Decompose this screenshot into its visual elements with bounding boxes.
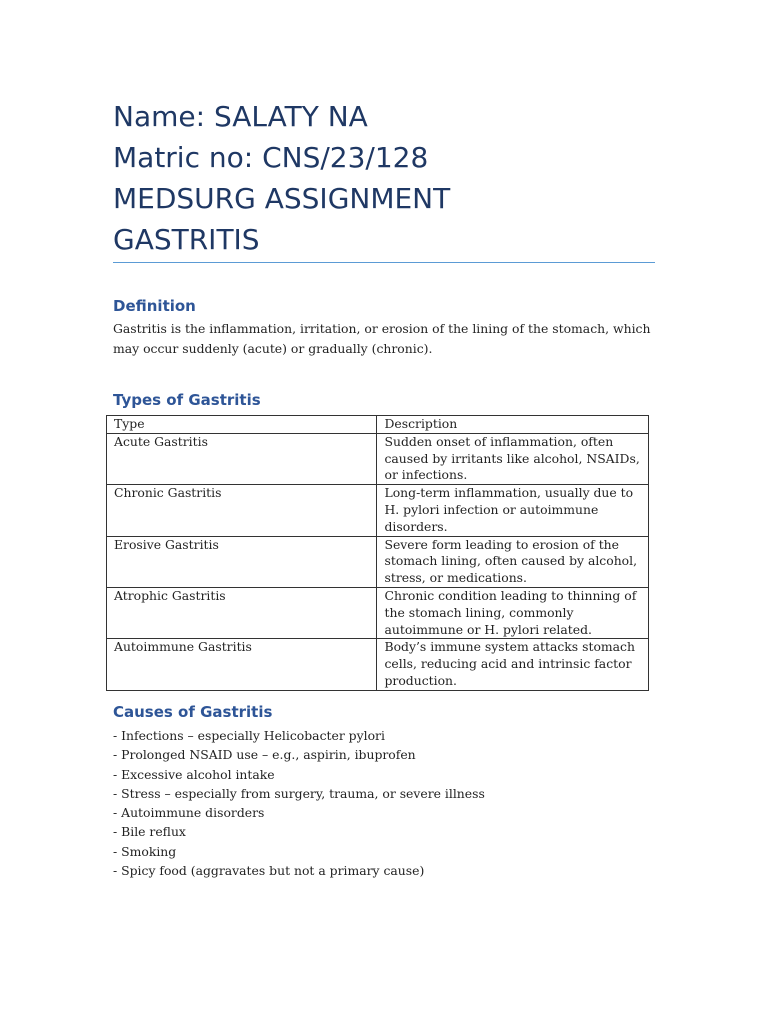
list-item: - Infections – especially Helicobacter pylori xyxy=(113,728,385,743)
list-item: - Prolonged NSAID use – e.g., aspirin, ibuprofen xyxy=(113,747,416,763)
assignment-title-line: MEDSURG ASSIGNMENT xyxy=(113,182,451,215)
table-cell-type: Chronic Gastritis xyxy=(107,485,377,536)
list-item: - Stress – especially from surgery, trauma, or severe illness xyxy=(113,785,485,801)
document-title-block xyxy=(113,96,658,260)
table-row xyxy=(107,485,649,536)
table-header-cell: Type xyxy=(107,416,377,434)
table-cell-description: Sudden onset of inflammation, often caused by irritants like alcohol, NSAIDs, or infections. xyxy=(377,433,649,484)
table-cell-type: Erosive Gastritis xyxy=(107,536,377,587)
table-cell-description: Severe form leading to erosion of the stomach lining, often caused by alcohol, stress, or medications. xyxy=(377,536,649,587)
table-row xyxy=(107,433,649,484)
table-row xyxy=(107,536,649,587)
types-table xyxy=(106,415,649,691)
list-item: - Smoking xyxy=(113,843,177,859)
causes-heading: Causes of Gastritis xyxy=(113,703,273,721)
definition-paragraph: Gastritis is the inflammation, irritation, or erosion of the lining of the stomach, which may occur suddenly (acute) or gradually (chronic). xyxy=(113,321,651,356)
topic-title-line: GASTRITIS xyxy=(113,223,260,256)
student-name-line: Name: SALATY NA xyxy=(113,100,368,133)
list-item: - Excessive alcohol intake xyxy=(113,766,275,782)
matric-number-line: Matric no: CNS/23/128 xyxy=(113,141,429,174)
list-item: - Spicy food (aggravates but not a primary cause) xyxy=(113,863,425,879)
table-row xyxy=(107,587,649,638)
causes-list xyxy=(113,726,485,880)
definition-heading: Definition xyxy=(113,297,196,315)
table-cell-description: Chronic condition leading to thinning of the stomach lining, commonly autoimmune or H. pylori related. xyxy=(377,587,649,638)
table-header-cell: Description xyxy=(377,416,649,434)
table-cell-type: Atrophic Gastritis xyxy=(107,587,377,638)
list-item: - Bile reflux xyxy=(113,824,186,840)
title-divider xyxy=(113,262,655,263)
list-item: - Autoimmune disorders xyxy=(113,805,265,821)
types-heading: Types of Gastritis xyxy=(113,391,261,409)
table-row xyxy=(107,639,649,690)
table-cell-description: Long-term inflammation, usually due to H. pylori infection or autoimmune disorders. xyxy=(377,485,649,536)
table-cell-description: Body’s immune system attacks stomach cells, reducing acid and intrinsic factor production. xyxy=(377,639,649,690)
table-header-row xyxy=(107,416,649,434)
table-cell-type: Acute Gastritis xyxy=(107,433,377,484)
table-cell-type: Autoimmune Gastritis xyxy=(107,639,377,690)
